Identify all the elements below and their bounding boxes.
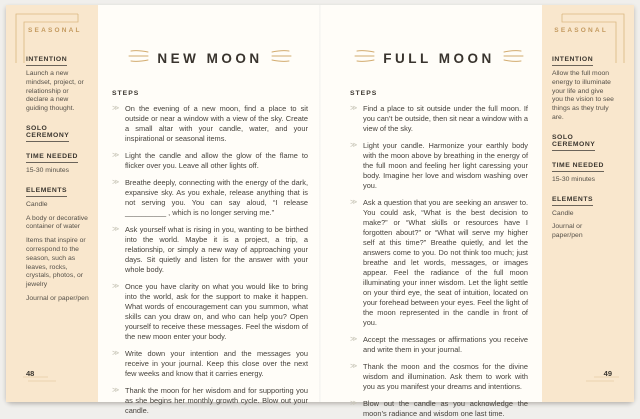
intention-text: Launch a new mindset, project, or relationship or declare a new guiding thought.	[26, 70, 84, 113]
section-tab-label: SEASONAL	[554, 27, 608, 34]
step-item	[350, 198, 528, 328]
element-item: Candle	[552, 209, 574, 217]
step-text: Ask a question that you are seeking an answer to. You could ask, “What is the best decision to make?” or “What skills or resources have I forgotten about?” or “What will serve my higher self at this time?” Breathe quietly, and let the answers come to you. Do not think too much; just breathe and let words, messages, or images appear. Feel the radiance of the full moon illuminating your inner wisdom. Let the light settle on your third eye, the seat of intuition, located on your forehead between your eyes. Feel the light of the moon represented in the candle in front of you.	[363, 198, 528, 327]
step-bullet-icon: ≫	[350, 363, 358, 370]
step-item	[350, 399, 528, 419]
element-item: A body or decorative container of water	[26, 214, 88, 231]
steps-list	[350, 104, 528, 419]
corner-ornament-icon	[10, 11, 82, 68]
left-sidebar	[6, 5, 98, 402]
step-item	[112, 386, 308, 416]
step-item	[350, 104, 528, 134]
step-bullet-icon: ≫	[112, 283, 120, 290]
step-item	[112, 282, 308, 342]
rays-left-icon	[354, 49, 376, 68]
step-bullet-icon: ≫	[112, 152, 120, 159]
intention-heading: INTENTION	[26, 56, 67, 66]
step-text: Blow out the candle as you acknowledge the moon’s radiance and wisdom one last time.	[363, 399, 528, 418]
step-bullet-icon: ≫	[350, 336, 358, 343]
left-title-row	[112, 49, 308, 68]
step-text: Write down your intention and the messages you receive in your journal. Keep this close over the next few weeks and know that it carries energy.	[125, 349, 308, 378]
intention-text: Allow the full moon energy to illuminate your life and give you the vision to see things as they truly are.	[552, 70, 614, 121]
step-item	[112, 151, 308, 171]
step-text: On the evening of a new moon, find a place to sit outside or near a window with a view of the sky. Create a small altar with your candle, water, and your inspirational or seasonal items.	[125, 104, 308, 143]
rays-right-icon	[502, 49, 524, 68]
rays-right-icon	[270, 49, 292, 68]
step-text: Thank the moon and the cosmos for the divine wisdom and illumination. Ask them to work with you as you manifest your dreams and intentions.	[363, 362, 528, 391]
left-page-content	[98, 5, 320, 415]
page-number-ornament-icon	[586, 371, 620, 389]
right-title-row	[350, 49, 528, 68]
time-needed-heading: TIME NEEDED	[552, 162, 604, 172]
book-spread	[6, 5, 634, 418]
right-sidebar	[542, 5, 634, 402]
step-bullet-icon: ≫	[350, 142, 358, 149]
step-text: Light your candle. Harmonize your earthly body with the moon above by breathing in the energy of the full moon and feeling her light caressing your body. Imagine her love and wisdom washing over you.	[363, 141, 528, 190]
corner-ornament-icon	[558, 11, 630, 68]
steps-list	[112, 104, 308, 416]
solo-ceremony-heading: SOLO CEREMONY	[552, 134, 595, 151]
left-sidebar-sections	[26, 56, 90, 304]
step-item	[112, 225, 308, 275]
step-bullet-icon: ≫	[112, 179, 120, 186]
section-tab-label: SEASONAL	[28, 27, 82, 34]
page-number-ornament-icon	[22, 371, 56, 389]
right-page-content	[320, 5, 542, 418]
element-item: Candle	[26, 200, 48, 208]
step-text: Thank the moon for her wisdom and for supporting you as she begins her monthly growth cycle. Blow out your candle.	[125, 386, 308, 415]
time-needed-text: 15-30 minutes	[552, 175, 596, 183]
elements-heading: ELEMENTS	[552, 196, 593, 206]
left-page	[6, 5, 320, 415]
step-bullet-icon: ≫	[350, 400, 358, 407]
time-needed-text: 15-30 minutes	[26, 166, 70, 174]
page-gutter	[319, 5, 321, 402]
step-item	[112, 104, 308, 144]
element-item: Journal or paper/pen	[552, 223, 583, 240]
step-text: Find a place to sit outside under the full moon. If you can’t be outside, then sit near a window with a view of the sky.	[363, 104, 528, 133]
element-item: Items that inspire or correspond to the season, such as leaves, rocks, crystals, photos, or jewelry	[26, 237, 86, 289]
steps-heading: STEPS	[350, 90, 378, 97]
intention-heading: INTENTION	[552, 56, 593, 66]
page-title: NEW MOON	[157, 51, 263, 66]
element-item: Journal or paper/pen	[26, 294, 89, 302]
solo-ceremony-heading: SOLO CEREMONY	[26, 125, 69, 142]
step-item	[112, 178, 308, 218]
step-bullet-icon: ≫	[112, 226, 120, 233]
right-sidebar-sections	[552, 56, 614, 241]
step-item	[112, 349, 308, 379]
elements-heading: ELEMENTS	[26, 187, 67, 197]
page-title: FULL MOON	[383, 51, 495, 66]
step-bullet-icon: ≫	[112, 105, 120, 112]
steps-heading: STEPS	[112, 90, 140, 97]
step-bullet-icon: ≫	[112, 387, 120, 394]
step-bullet-icon: ≫	[112, 350, 120, 357]
rays-left-icon	[128, 49, 150, 68]
step-text: Breathe deeply, connecting with the energy of the dark, expansive sky. As you exhale, release anything that is not serving you. You can say aloud, “I release __________ , which is no longer serving me.”	[125, 178, 308, 217]
step-text: Once you have clarity on what you would like to bring into the world, ask for the support to make it happen. What words of encouragement can you summon, what skills can you draw on, and who can help you? Open yourself to receive these messages. Feel the wisdom of the new moon enter your body.	[125, 282, 308, 341]
step-item	[350, 362, 528, 392]
step-text: Accept the messages or affirmations you receive and write them in your journal.	[363, 335, 528, 354]
step-bullet-icon: ≫	[350, 105, 358, 112]
step-text: Ask yourself what is rising in you, wanting to be birthed into the world. Maybe it is a project, a trip, a relationship, or simply a new way of approaching your days. Sit quietly and listen for the answer with your whole body.	[125, 225, 308, 274]
step-item	[350, 335, 528, 355]
step-item	[350, 141, 528, 191]
page-number: 48	[26, 369, 35, 378]
step-text: Light the candle and allow the glow of the flame to flicker over you. Leave all other lights off.	[125, 151, 308, 170]
step-bullet-icon: ≫	[350, 199, 358, 206]
time-needed-heading: TIME NEEDED	[26, 153, 78, 163]
right-page	[320, 5, 634, 418]
page-number: 49	[603, 369, 612, 378]
